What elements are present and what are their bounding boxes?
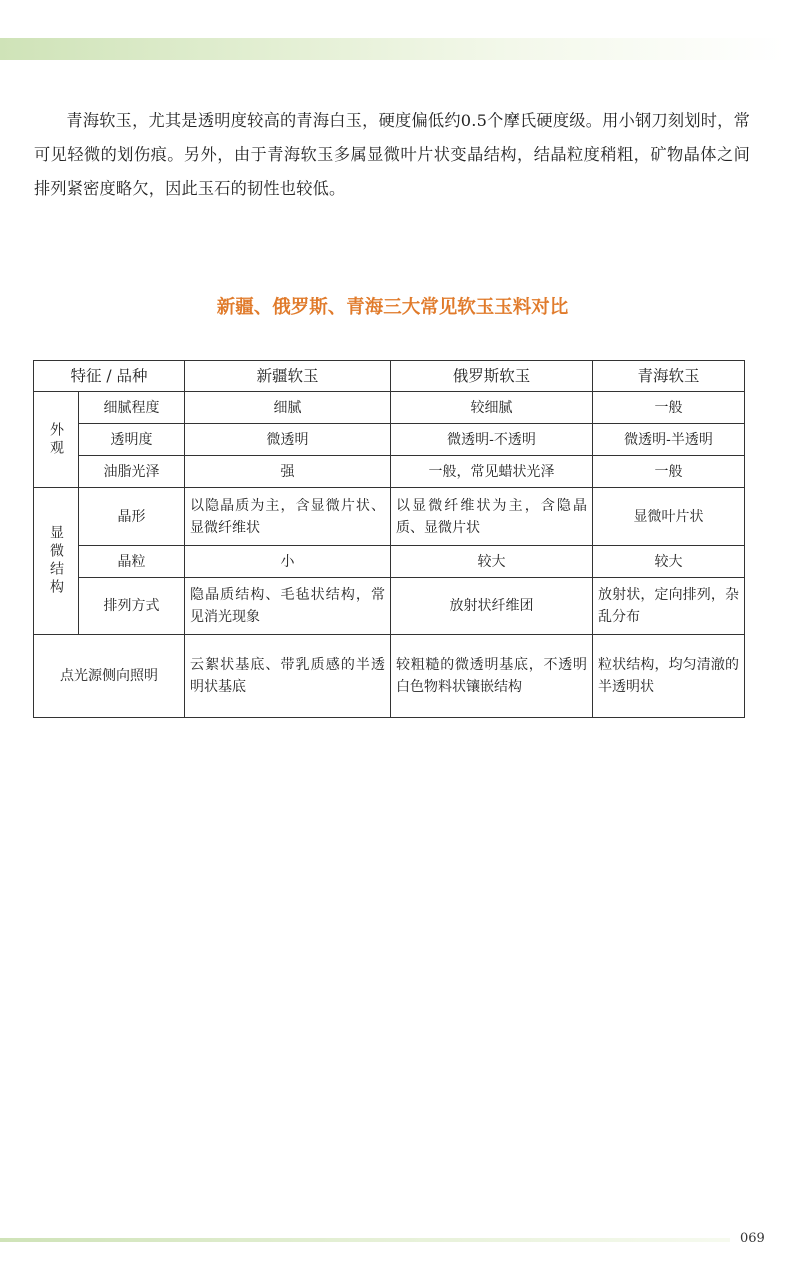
- body-paragraph: 青海软玉，尤其是透明度较高的青海白玉，硬度偏低约0.5个摩氏硬度级。用小钢刀刻划时，常可见轻微的划伤痕。另外，由于青海软玉多属显微叶片状变晶结构，结晶粒度稍粗，矿物晶体之间排列紧密度略欠，因此玉石的韧性也较低。: [34, 111, 750, 198]
- header-qinghai: 青海软玉: [593, 361, 745, 392]
- row-label-arrangement: 排列方式: [79, 578, 185, 635]
- table-title: 新疆、俄罗斯、青海三大常见软玉玉料对比: [216, 297, 569, 318]
- cell-transparency-xinjiang: 微透明: [185, 424, 391, 456]
- group-micro-label: 显微结构: [48, 525, 64, 597]
- cell-transparency-russia: 微透明-不透明: [391, 424, 593, 456]
- cell-side-light-russia: 较粗糙的微透明基底，不透明白色物料状镶嵌结构: [391, 635, 593, 718]
- row-label-crystal-form: 晶形: [79, 488, 185, 546]
- cell-luster-xinjiang: 强: [185, 456, 391, 488]
- table-row: [34, 456, 745, 488]
- cell-fineness-russia: 较细腻: [391, 392, 593, 424]
- cell-fineness-xinjiang: 细腻: [185, 392, 391, 424]
- cell-arrangement-xinjiang: 隐晶质结构、毛毡状结构，常见消光现象: [185, 578, 391, 635]
- page-number: 069: [740, 1231, 765, 1246]
- comparison-table: [33, 360, 745, 718]
- table-row: [34, 424, 745, 456]
- header-xinjiang: 新疆软玉: [185, 361, 391, 392]
- table-row: [34, 488, 745, 546]
- cell-side-light-qinghai: 粒状结构，均匀清澈的半透明状: [593, 635, 745, 718]
- row-label-side-light: 点光源侧向照明: [34, 635, 185, 718]
- row-label-grain: 晶粒: [79, 546, 185, 578]
- cell-side-light-xinjiang: 云絮状基底、带乳质感的半透明状基底: [185, 635, 391, 718]
- table-row: [34, 392, 745, 424]
- cell-luster-qinghai: 一般: [593, 456, 745, 488]
- group-micro: [34, 488, 79, 635]
- cell-grain-qinghai: 较大: [593, 546, 745, 578]
- table-row: [34, 578, 745, 635]
- cell-crystal-form-qinghai: 显微叶片状: [593, 488, 745, 546]
- cell-arrangement-russia: 放射状纤维团: [391, 578, 593, 635]
- table-row: [34, 546, 745, 578]
- header-russia: 俄罗斯软玉: [391, 361, 593, 392]
- group-appearance-label: 外观: [48, 421, 64, 458]
- cell-luster-russia: 一般，常见蜡状光泽: [391, 456, 593, 488]
- cell-transparency-qinghai: 微透明-半透明: [593, 424, 745, 456]
- cell-arrangement-qinghai: 放射状，定向排列，杂乱分布: [593, 578, 745, 635]
- row-label-transparency: 透明度: [79, 424, 185, 456]
- cell-fineness-qinghai: 一般: [593, 392, 745, 424]
- cell-crystal-form-xinjiang: 以隐晶质为主，含显微片状、显微纤维状: [185, 488, 391, 546]
- row-label-fineness: 细腻程度: [79, 392, 185, 424]
- group-appearance: [34, 392, 79, 488]
- cell-crystal-form-russia: 以显微纤维状为主，含隐晶质、显微片状: [391, 488, 593, 546]
- cell-grain-xinjiang: 小: [185, 546, 391, 578]
- cell-grain-russia: 较大: [391, 546, 593, 578]
- header-feature: 特征 / 品种: [34, 361, 185, 392]
- table-header-row: [34, 361, 745, 392]
- row-label-luster: 油脂光泽: [79, 456, 185, 488]
- table-row: [34, 635, 745, 718]
- bottom-decorative-rule: [0, 1238, 730, 1242]
- top-decorative-band: [0, 38, 785, 60]
